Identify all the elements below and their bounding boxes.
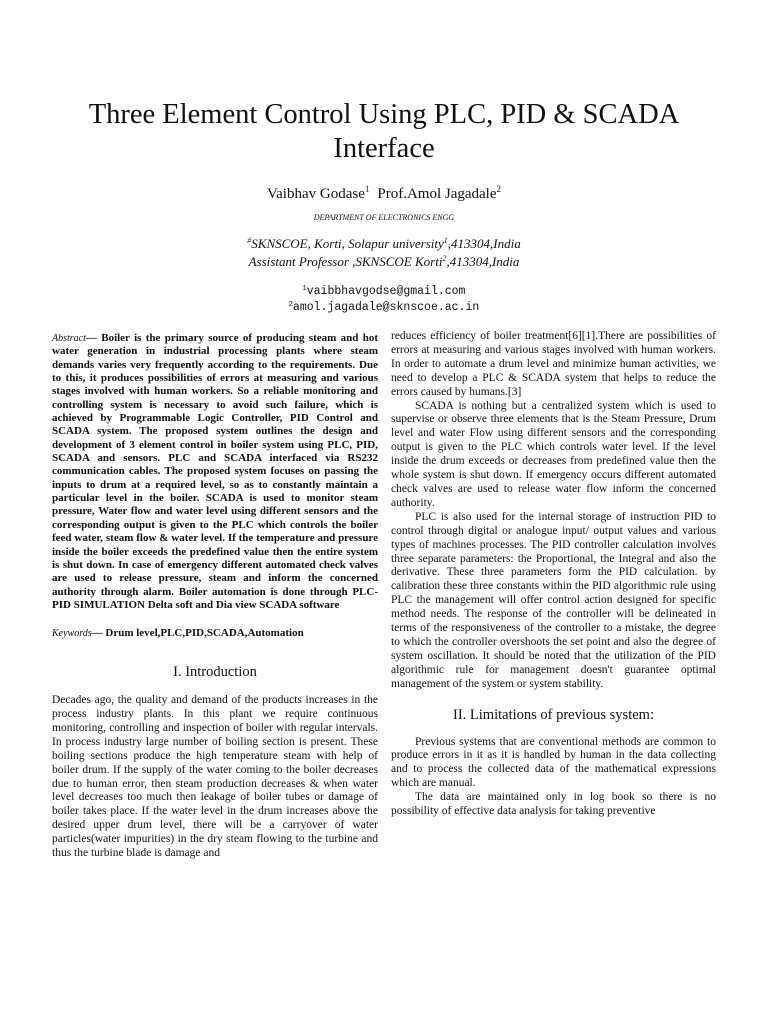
- email-2-address: amol.jagadale@sknscoe.ac.in: [292, 301, 480, 314]
- paper-title: Three Element Control Using PLC, PID & SCADA Interface: [88, 99, 680, 164]
- abstract-label: Abstract: [52, 333, 86, 344]
- affiliation-1-sup: 1: [443, 236, 448, 245]
- section-1-paragraph: Decades ago, the quality and demand of the products increases in the process industry plants. In this plant we require continuous monitoring, controlling and inspection of boiler with regular intervals. In process industry large number of boiling section is present. These boiling sections produce the high temperature steam with help of boiler drum. If the supply of the water coming to the boiler decreases due to human error, then steam production decreases & when water level decreases too much then leakage of boiler tubes or damage of boiler takes place. If the water level in the drum increases above the desired upper drum level, there will be a carryover of water particles(water impurities) in the dry steam flowing to the turbine and thus the turbine blade is damage and: [52, 694, 378, 860]
- email-2-sup: 2: [288, 301, 293, 309]
- affiliation-1-post: ,413304,India: [447, 236, 521, 251]
- right-column: [391, 330, 716, 819]
- section-2-paragraph-1: Previous systems that are conventional methods are common to produce errors in it as it is handled by human in the data collecting and to process the collected data of the mathematical expressions which are manual.: [391, 735, 716, 790]
- affiliation-1-prefix: #: [247, 236, 252, 245]
- abstract: [52, 332, 378, 612]
- right-paragraph-3: PLC is also used for the internal storage of instruction PID to control through digital or analogue input/ output values and various types of machines processes. The PID controller calculation involves three separate parameters: the Proportional, the Integral and also the derivative. These three parameters form the PID calculation. by calibration these three constants within the PID algorithmic rule using PLC the management will offer control action designed for specific method needs. The response of the controller will be delineated in terms of the responsiveness of the controller to a mistake, the degree to which the controller overshoots the set point and also the degree of system oscillation. It should be noted that the utilization of the PID algorithmic rule for management doesn't guarantee optimal management of the system or system stability.: [391, 510, 716, 690]
- section-1-heading: I. Introduction: [173, 664, 257, 681]
- keywords-label: Keywords: [52, 628, 92, 640]
- affiliation-2-sup: 2: [442, 254, 447, 263]
- abstract-dash: —: [85, 332, 97, 344]
- abstract-text: Boiler is the primary source of producing steam and hot water generation in industrial processing plants where steam demands varies very frequently according to the requirements. Due to this, it produces possibilities of errors at measuring and various stages involved with human workers. So a reliable monitoring and controlling system is necessary to avoid such failure, which is achieved by Programmable Logic Controller, PID Control and SCADA system. The proposed system outlines the design and development of 3 element control in boiler system using PLC, PID, SCADA and sensors. PLC and SCADA interfaced via RS232 communication cables. The proposed system focuses on passing the inputs to drum at a required level, so as to constantly maintain a particular level in the boiler. SCADA is used to monitor steam pressure, Water flow and water level using different sensors and the corresponding output is given to the PLC which controls the boiler feed water, steam flow & water level. If the temperature and pressure inside the boiler exceeds the predefined value then the entire system is shut down. In case of emergency different automated check valves are used to release pressure, steam and inform the concerned authority through alarm. Boiler automation is done through PLC- PID SIMULATION Delta soft and Dia view SCADA software: [52, 332, 378, 611]
- keywords-dash: —: [91, 627, 103, 640]
- email-1-sup: 1: [302, 285, 307, 293]
- section-2-paragraph-2: The data are maintained only in log book so there is no possibility of effective data analysis for taking preventive: [391, 791, 716, 818]
- affiliation-2-post: ,413304,India: [446, 254, 520, 269]
- email-2: [0, 298, 768, 315]
- affiliation-2: [0, 251, 768, 270]
- author-1-name: Vaibhav Godase: [266, 186, 365, 202]
- email-1-address: vaibbhavgodse@gmail.com: [306, 285, 466, 298]
- author-1-sup: 1: [364, 184, 370, 194]
- author-line: [0, 180, 768, 203]
- right-paragraph-2: SCADA is nothing but a centralized system which is used to supervise or observe three elements that is the Steam Pressure, Drum level and water Flow using different sensors and the corresponding output is given to the PLC which controls water level. If the level inside the drum exceeds or decreases from predefined value then the whole system is shut down. If emergency occurs different automated check valves are used to release water flow inform the concerned authority.: [391, 399, 716, 509]
- affiliation-1: [0, 233, 768, 252]
- right-paragraph-1: reduces efficiency of boiler treatment[6][1].There are possibilities of errors at measuring and various stages involved with human workers. In order to automate a drum level and minimize human activities, we need to develop a PLC & SCADA system that helps to reduce the errors caused by humans.[3]: [391, 330, 716, 398]
- left-column: [52, 330, 378, 861]
- keywords: [52, 627, 378, 641]
- keywords-text: Drum level,PLC,PID,SCADA,Automation: [102, 627, 304, 640]
- email-1: [0, 282, 768, 299]
- affiliation-2-pre: Assistant Professor ,SKNSCOE Korti: [248, 254, 443, 269]
- author-2-name: Prof.Amol Jagadale: [377, 186, 497, 202]
- affiliation-1-pre: SKNSCOE, Korti, Solapur university: [251, 236, 444, 251]
- author-2-sup: 2: [496, 184, 502, 194]
- department: DEPARTMENT OF ELECTRONICS ENGG: [313, 213, 455, 222]
- section-2-heading: II. Limitations of previous system:: [453, 706, 654, 723]
